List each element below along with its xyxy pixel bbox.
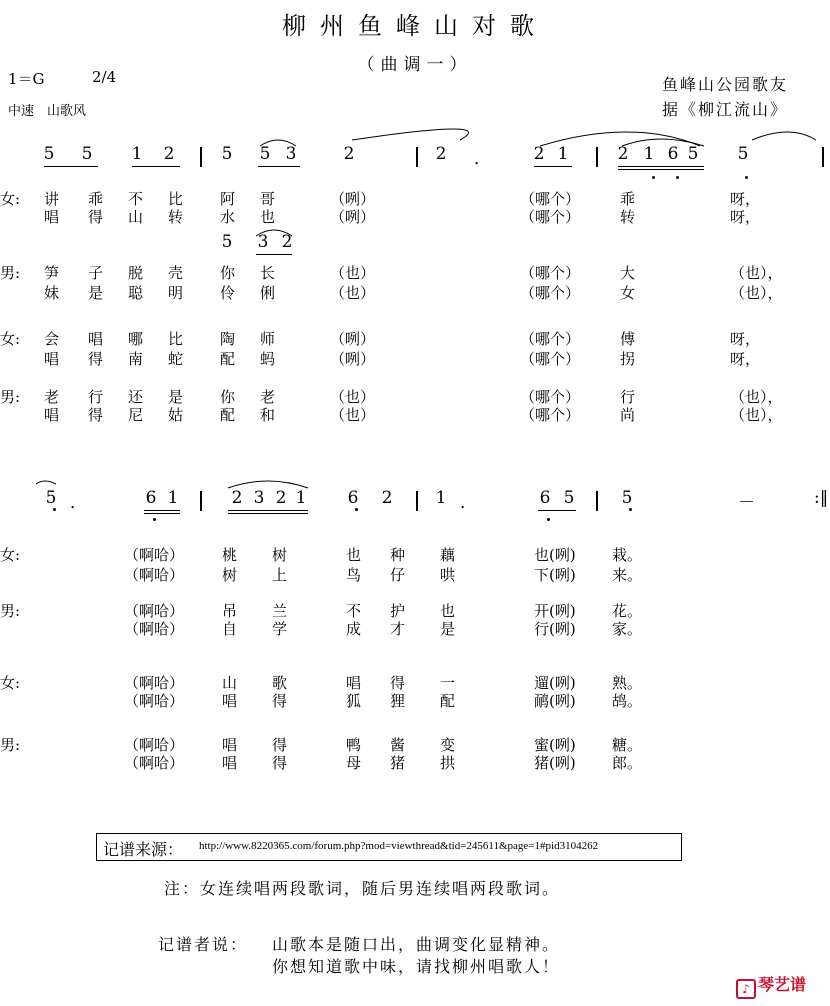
lyric-cell: 护 xyxy=(390,602,406,620)
remark-label: 记谱者说： xyxy=(158,935,249,954)
lyric-cell: 山 xyxy=(222,674,238,692)
lyric-cell: （哪个） xyxy=(520,284,581,302)
lyric-cell: 阿 xyxy=(220,190,236,208)
lyric-cell: 行 xyxy=(620,388,636,406)
lyric-cell: 鸭 xyxy=(346,736,362,754)
lyric-cell: 拐 xyxy=(620,350,636,368)
lyric-cell: 是 xyxy=(168,388,184,406)
lyric-cell: 下(咧) xyxy=(534,566,576,584)
note: 6 xyxy=(145,488,157,508)
lyric-cell: 唱 xyxy=(222,736,238,754)
lyric-cell: 伶 xyxy=(220,284,236,302)
speaker-label: 男: xyxy=(0,264,21,282)
credit-line-1: 鱼峰山公园歌友 xyxy=(662,75,789,94)
lyric-cell: 兰 xyxy=(272,602,288,620)
lyric-cell: （哪个） xyxy=(520,350,581,368)
lyric-cell: 变 xyxy=(440,736,456,754)
lyric-cell: 家。 xyxy=(612,620,643,638)
lyric-cell: 得 xyxy=(272,736,288,754)
lyric-cell: 南 xyxy=(128,350,144,368)
lyric-cell: （咧） xyxy=(330,208,376,226)
note: 5 xyxy=(737,144,749,164)
lyric-cell: 行 xyxy=(88,388,104,406)
lyric-cell: 狸 xyxy=(390,692,406,710)
lyric-cell: 乖 xyxy=(88,190,104,208)
lyric-cell: 会 xyxy=(44,330,60,348)
lyric-cell: 是 xyxy=(88,284,104,302)
lyric-row-6 xyxy=(0,690,830,710)
lyric-cell: （哪个） xyxy=(520,264,581,282)
lyric-cell: （啊哈） xyxy=(124,754,185,772)
lyric-cell: （也） xyxy=(330,284,376,302)
lyric-row-1 xyxy=(0,544,830,564)
note: 5 xyxy=(259,144,271,164)
lyric-cell: 你 xyxy=(220,264,236,282)
lyric-cell: 猪 xyxy=(390,754,406,772)
lyric-cell: 蛇 xyxy=(168,350,184,368)
lyric-cell: 一 xyxy=(440,674,456,692)
speaker-label: 女: xyxy=(0,674,21,692)
key-signature: 1＝G xyxy=(8,70,45,88)
tempo-marking: 中速 山歌风 xyxy=(8,104,87,119)
speaker-label: 女: xyxy=(0,546,21,564)
lyric-row-7 xyxy=(0,734,830,754)
lyric-cell: 哪 xyxy=(128,330,144,348)
note: 3 xyxy=(253,488,265,508)
lyric-cell: 壳 xyxy=(168,264,184,282)
note: 2 xyxy=(343,144,355,164)
lyric-cell: 花。 xyxy=(612,602,643,620)
note: ． xyxy=(70,493,87,513)
lyric-cell: 水 xyxy=(220,208,236,226)
lyric-cell: （也） xyxy=(330,264,376,282)
lyric-cell: 蚂 xyxy=(260,350,276,368)
lyric-cell: （啊哈） xyxy=(124,692,185,710)
lyric-cell: 树 xyxy=(272,546,288,564)
note: 5 xyxy=(43,144,55,164)
lyric-cell: 也(咧) xyxy=(534,546,576,564)
lyric-cell: 拱 xyxy=(440,754,456,772)
lyric-cell: 唱 xyxy=(88,330,104,348)
lyric-cell: （哪个） xyxy=(520,208,581,226)
lyric-cell: 长 xyxy=(260,264,276,282)
note: 1 xyxy=(295,488,307,508)
source-label: 记谱来源： xyxy=(103,840,184,859)
song-title: 柳州鱼峰山对歌 xyxy=(282,12,548,40)
lyric-cell: （也）， xyxy=(730,406,783,424)
lyric-cell: 笋 xyxy=(44,264,60,282)
lyric-cell: 乖 xyxy=(620,190,636,208)
note: 1 xyxy=(643,144,655,164)
lyric-cell: 成 xyxy=(346,620,362,638)
lyric-cell: 哥 xyxy=(260,190,276,208)
lyric-row-3 xyxy=(0,600,830,620)
lyric-cell: 老 xyxy=(260,388,276,406)
note: 1 xyxy=(131,144,143,164)
note: 2 xyxy=(163,144,175,164)
lyric-cell: 鸟 xyxy=(346,566,362,584)
lyric-cell: 脱 xyxy=(128,264,144,282)
lyric-cell: 树 xyxy=(222,566,238,584)
lyric-cell: 唱 xyxy=(346,674,362,692)
lyric-cell: （也）， xyxy=(730,388,783,406)
lyric-cell: 师 xyxy=(260,330,276,348)
lyric-cell: 傅 xyxy=(620,330,636,348)
speaker-label: 女: xyxy=(0,330,21,348)
lyric-cell: 配 xyxy=(220,406,236,424)
lyric-cell: 熟。 xyxy=(612,674,643,692)
lyric-cell: 哄 xyxy=(440,566,456,584)
lyric-row-8 xyxy=(0,752,830,772)
lyric-cell: 上 xyxy=(272,566,288,584)
note: ． xyxy=(474,149,491,169)
lyric-cell: 鸸(咧) xyxy=(534,692,576,710)
note: 5 xyxy=(81,144,93,164)
note: 5 xyxy=(621,488,633,508)
slur-arc xyxy=(36,481,56,484)
lyric-cell: 呀， xyxy=(730,208,761,226)
note: 2 xyxy=(533,144,545,164)
alt-note: 2 xyxy=(281,232,293,252)
lyric-cell: （也）， xyxy=(730,264,783,282)
lyric-cell: 郎。 xyxy=(612,754,643,772)
lyric-cell: （咧） xyxy=(330,350,376,368)
lyric-cell: 老 xyxy=(44,388,60,406)
lyric-cell: 得 xyxy=(88,350,104,368)
lyric-cell: 种 xyxy=(390,546,406,564)
lyric-cell: 不 xyxy=(128,190,144,208)
lyric-cell: 转 xyxy=(620,208,636,226)
note: － xyxy=(738,493,755,513)
source-url[interactable]: http://www.8220365.com/forum.php?mod=viewthread&tid=245611&page=1#pid3104262 xyxy=(199,840,599,852)
lyric-cell: 酱 xyxy=(390,736,406,754)
slur-arc xyxy=(228,481,308,488)
lyric-cell: 唱 xyxy=(44,406,60,424)
lyric-cell: 遛(咧) xyxy=(534,674,576,692)
note: 2 xyxy=(275,488,287,508)
lyric-cell: （咧） xyxy=(330,330,376,348)
alt-note: 3 xyxy=(257,232,269,252)
song-subtitle: （曲调一） xyxy=(357,55,473,75)
lyric-cell: 蜜(咧) xyxy=(534,736,576,754)
lyric-cell: 唱 xyxy=(44,350,60,368)
lyric-cell: 桃 xyxy=(222,546,238,564)
site-logo[interactable] xyxy=(736,972,806,999)
note: 2 xyxy=(381,488,393,508)
lyric-cell: 聪 xyxy=(128,284,144,302)
note: 1 xyxy=(435,488,447,508)
lyric-cell: 得 xyxy=(88,406,104,424)
lyric-cell: （啊哈） xyxy=(124,546,185,564)
lyric-cell: 唱 xyxy=(222,692,238,710)
performance-note: 注：女连续唱两段歌词，随后男连续唱两段歌词。 xyxy=(164,879,561,898)
time-signature: 2/4 xyxy=(92,68,117,86)
lyric-cell: 母 xyxy=(346,754,362,772)
lyric-cell: 学 xyxy=(272,620,288,638)
lyric-cell: （哪个） xyxy=(520,388,581,406)
lyric-cell: 仔 xyxy=(390,566,406,584)
note: 1 xyxy=(557,144,569,164)
lyric-cell: 得 xyxy=(390,674,406,692)
credit-line-2: 据《柳江流山》 xyxy=(662,100,789,119)
note: 1 xyxy=(167,488,179,508)
lyric-cell: 歌 xyxy=(272,674,288,692)
lyric-cell: 尚 xyxy=(620,406,636,424)
alt-note: 5 xyxy=(221,232,233,252)
lyric-cell: 得 xyxy=(88,208,104,226)
speaker-label: 女: xyxy=(0,190,21,208)
note: 5 xyxy=(221,144,233,164)
speaker-label: 男: xyxy=(0,602,21,620)
lyric-cell: 行(咧) xyxy=(534,620,576,638)
lyric-cell: 妹 xyxy=(44,284,60,302)
lyric-cell: 才 xyxy=(390,620,406,638)
note: 6 xyxy=(667,144,679,164)
lyric-cell: 唱 xyxy=(44,208,60,226)
lyric-cell: 来。 xyxy=(612,566,643,584)
lyric-cell: 不 xyxy=(346,602,362,620)
lyric-cell: （也） xyxy=(330,406,376,424)
lyric-cell: 配 xyxy=(220,350,236,368)
logo-text: 琴艺谱 xyxy=(758,975,807,994)
lyric-cell: 和 xyxy=(260,406,276,424)
lyric-cell: 也 xyxy=(346,546,362,564)
lyric-cell: 呀， xyxy=(730,330,761,348)
lyric-cell: 开(咧) xyxy=(534,602,576,620)
lyric-cell: （咧） xyxy=(330,190,376,208)
lyric-cell: 得 xyxy=(272,754,288,772)
lyric-row-4 xyxy=(0,618,830,638)
lyric-cell: （啊哈） xyxy=(124,602,185,620)
lyric-cell: 唱 xyxy=(222,754,238,772)
note: 6 xyxy=(347,488,359,508)
source-box xyxy=(96,833,682,861)
lyric-cell: 大 xyxy=(620,264,636,282)
lyric-cell: （也） xyxy=(330,388,376,406)
speaker-label: 男: xyxy=(0,388,21,406)
lyric-cell: 还 xyxy=(128,388,144,406)
lyric-row-5 xyxy=(0,672,830,692)
lyric-cell: 俐 xyxy=(260,284,276,302)
lyric-cell: 尼 xyxy=(128,406,144,424)
speaker-label: 男: xyxy=(0,736,21,754)
lyric-cell: 自 xyxy=(222,620,238,638)
note: :‖ xyxy=(814,488,829,508)
lyric-cell: 陶 xyxy=(220,330,236,348)
lyric-cell: （也）， xyxy=(730,284,783,302)
note: ． xyxy=(460,493,477,513)
lyric-row-2 xyxy=(0,564,830,584)
lyric-cell: （啊哈） xyxy=(124,566,185,584)
lyric-cell: 呀， xyxy=(730,350,761,368)
note: 6 xyxy=(539,488,551,508)
lyric-cell: （哪个） xyxy=(520,190,581,208)
lyric-cell: 得 xyxy=(272,692,288,710)
lyric-cell: 讲 xyxy=(44,190,60,208)
note: 5 xyxy=(687,144,699,164)
lyric-cell: 明 xyxy=(168,284,184,302)
lyric-cell: 比 xyxy=(168,190,184,208)
lyric-cell: 你 xyxy=(220,388,236,406)
lyric-cell: 栽。 xyxy=(612,546,643,564)
lyric-cell: 吊 xyxy=(222,602,238,620)
lyric-cell: 姑 xyxy=(168,406,184,424)
lyric-cell: 比 xyxy=(168,330,184,348)
lyric-cell: 女 xyxy=(620,284,636,302)
lyric-cell: 糖。 xyxy=(612,736,643,754)
lyric-cell: 也 xyxy=(440,602,456,620)
lyric-cell: （啊哈） xyxy=(124,736,185,754)
note: 2 xyxy=(617,144,629,164)
remark-line-2: 你想知道歌中味，请找柳州唱歌人！ xyxy=(272,957,561,976)
piano-logo-icon: ♪ xyxy=(736,979,756,999)
lyric-cell: （啊哈） xyxy=(124,620,185,638)
lyric-cell: 山 xyxy=(128,208,144,226)
lyric-cell: 配 xyxy=(440,692,456,710)
lyric-cell: 子 xyxy=(88,264,104,282)
remark-line-1: 山歌本是随口出，曲调变化显精神。 xyxy=(272,935,561,954)
lyric-cell: 藕 xyxy=(440,546,456,564)
lyric-cell: 鸪。 xyxy=(612,692,643,710)
lyric-cell: 转 xyxy=(168,208,184,226)
lyric-cell: 是 xyxy=(440,620,456,638)
note: 5 xyxy=(563,488,575,508)
note: 2 xyxy=(231,488,243,508)
lyric-cell: 呀， xyxy=(730,190,761,208)
lyric-cell: （啊哈） xyxy=(124,674,185,692)
lyric-cell: 狐 xyxy=(346,692,362,710)
note: 2 xyxy=(435,144,447,164)
lyric-cell: （哪个） xyxy=(520,406,581,424)
lyric-cell: （哪个） xyxy=(520,330,581,348)
note: 5 xyxy=(45,488,57,508)
lyric-cell: 也 xyxy=(260,208,276,226)
lyric-cell: 猪(咧) xyxy=(534,754,576,772)
note: 3 xyxy=(285,144,297,164)
